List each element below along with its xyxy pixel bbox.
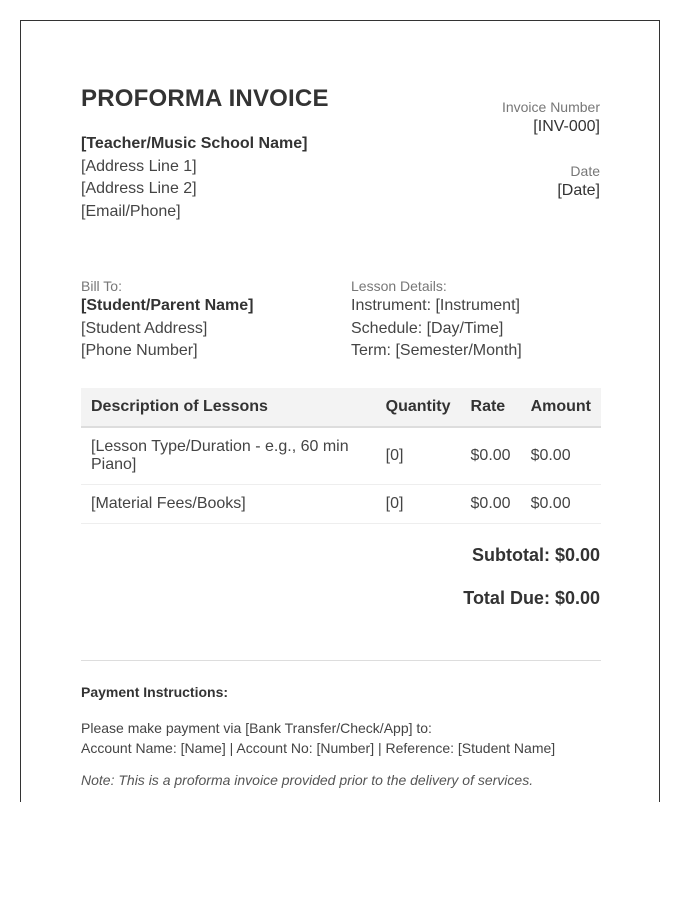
invoice-title: PROFORMA INVOICE bbox=[81, 85, 329, 112]
bill-to-address: [Student Address] bbox=[81, 319, 208, 337]
sender-address-line-2: [Address Line 2] bbox=[81, 180, 197, 197]
invoice-number-label: Invoice Number bbox=[501, 99, 600, 115]
lesson-items-table bbox=[81, 388, 601, 524]
invoice-number-value: [INV-000] bbox=[533, 118, 600, 135]
row-rate: $0.00 bbox=[461, 427, 521, 485]
sender-block bbox=[81, 133, 307, 223]
lesson-details-block bbox=[351, 295, 522, 363]
row-rate: $0.00 bbox=[461, 485, 521, 524]
lesson-schedule: Schedule: [Day/Time] bbox=[351, 319, 504, 337]
lesson-details-label: Lesson Details: bbox=[351, 278, 447, 294]
bill-to-label: Bill To: bbox=[81, 278, 122, 294]
payment-line-2: Account Name: [Name] | Account No: [Number] | Reference: [Student Name] bbox=[81, 740, 556, 756]
row-description: [Material Fees/Books] bbox=[81, 485, 376, 524]
date-label: Date bbox=[570, 163, 600, 179]
row-amount: $0.00 bbox=[521, 485, 601, 524]
payment-line-1: Please make payment via [Bank Transfer/Check/App] to: bbox=[81, 720, 432, 736]
lesson-term: Term: [Semester/Month] bbox=[351, 342, 522, 359]
table-row bbox=[81, 427, 601, 485]
invoice-page bbox=[20, 20, 660, 802]
row-quantity: [0] bbox=[376, 427, 461, 485]
row-amount: $0.00 bbox=[521, 427, 601, 485]
invoice-note: Note: This is a proforma invoice provided prior to the delivery of services. bbox=[81, 772, 534, 788]
table-row bbox=[81, 485, 601, 524]
payment-instructions-heading: Payment Instructions: bbox=[81, 684, 229, 700]
column-header-amount: Amount bbox=[521, 388, 601, 427]
bill-to-phone: [Phone Number] bbox=[81, 342, 198, 359]
column-header-description: Description of Lessons bbox=[81, 388, 376, 427]
bill-to-name: [Student/Parent Name] bbox=[81, 297, 254, 314]
subtotal: Subtotal: $0.00 bbox=[471, 545, 600, 565]
row-description: [Lesson Type/Duration - e.g., 60 min Piano] bbox=[81, 427, 376, 485]
lesson-instrument: Instrument: [Instrument] bbox=[351, 297, 520, 314]
row-quantity: [0] bbox=[376, 485, 461, 524]
column-header-rate: Rate bbox=[461, 388, 521, 427]
payment-instructions-text bbox=[81, 718, 555, 758]
divider bbox=[81, 660, 601, 661]
sender-contact: [Email/Phone] bbox=[81, 202, 181, 220]
bill-to-block bbox=[81, 295, 253, 363]
sender-address-line-1: [Address Line 1] bbox=[81, 157, 197, 175]
date-value: [Date] bbox=[557, 182, 600, 199]
table-header-row bbox=[81, 388, 601, 427]
sender-name: [Teacher/Music School Name] bbox=[81, 135, 308, 152]
column-header-quantity: Quantity bbox=[376, 388, 461, 427]
total-due: Total Due: $0.00 bbox=[463, 588, 600, 608]
